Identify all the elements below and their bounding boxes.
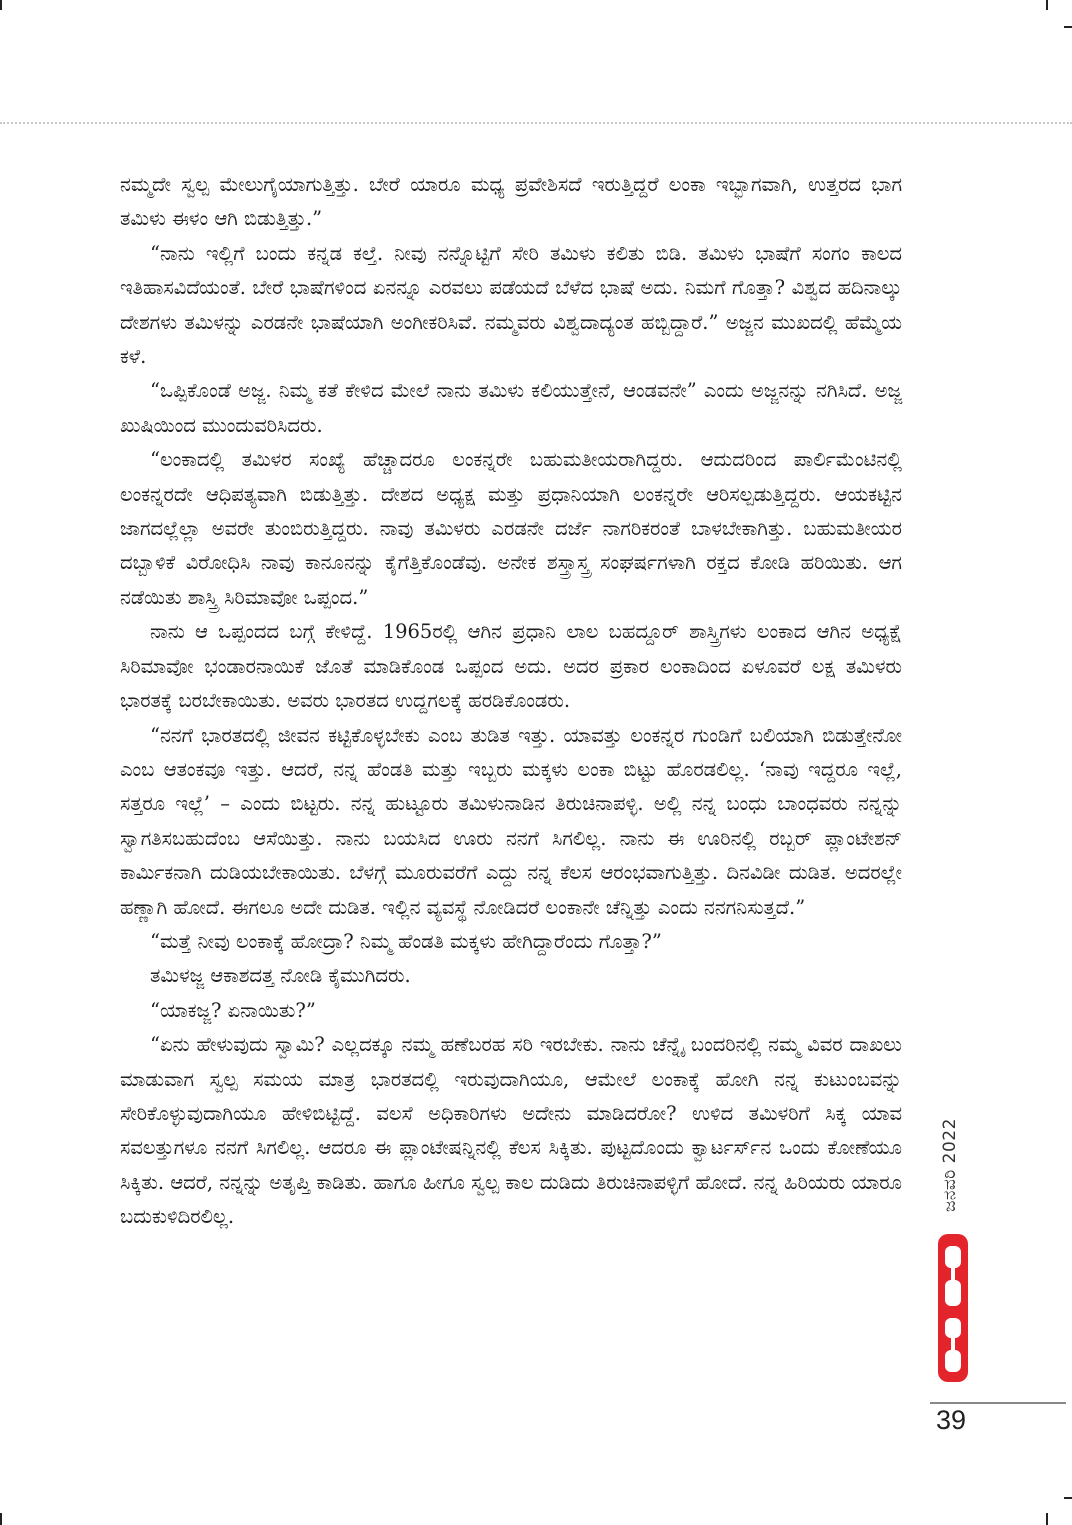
- magazine-logo: [934, 1228, 972, 1388]
- crop-mark-bottom-left: [0, 1513, 2, 1525]
- paragraph: ನಮ್ಮದೇ ಸ್ವಲ್ಪ ಮೇಲುಗೈಯಾಗುತ್ತಿತ್ತು. ಬೇರೆ ಯಾರೂ ಮಧ್ಯ ಪ್ರವೇಶಿಸದೆ ಇರುತ್ತಿದ್ದರೆ ಲಂಕಾ ಇಬ್ಭಾಗವಾಗಿ, ಉತ್ತರದ ಭಾಗ ತಮಿಳು ಈಳಂ ಆಗಿ ಬಿಡುತ್ತಿತ್ತು.”: [120, 173, 902, 231]
- page-number: 39: [936, 1405, 967, 1435]
- crop-mark-bottom-right: [1046, 1513, 1048, 1525]
- paragraph: “ಮತ್ತೆ ನೀವು ಲಂಕಾಕ್ಕೆ ಹೋದ್ರಾ? ನಿಮ್ಮ ಹೆಂಡತಿ ಮಕ್ಕಳು ಹೇಗಿದ್ದಾರೆಂದು ಗೊತ್ತಾ?”: [150, 929, 662, 953]
- paragraph: “ಲಂಕಾದಲ್ಲಿ ತಮಿಳರ ಸಂಖ್ಯೆ ಹೆಚ್ಚಾದರೂ ಲಂಕನ್ನರೇ ಬಹುಮತೀಯರಾಗಿದ್ದರು. ಆದುದರಿಂದ ಪಾರ್ಲಿಮೆಂಟಿನಲ್ಲಿ ಲಂಕನ್ನರದೇ ಆಧಿಪತ್ಯವಾಗಿ ಬಿಡುತ್ತಿತ್ತು. ದೇಶದ ಅಧ್ಯಕ್ಷ ಮತ್ತು ಪ್ರಧಾನಿಯಾಗಿ ಲಂಕನ್ನರೇ ಆರಿಸಲ್ಪಡುತ್ತಿದ್ದರು. ಆಯಕಟ್ಟಿನ ಜಾಗದಲ್ಲೆಲ್ಲಾ ಅವರೇ ತುಂಬಿರುತ್ತಿದ್ದರು. ನಾವು ತಮಿಳರು ಎರಡನೇ ದರ್ಜೆ ನಾಗರಿಕರಂತೆ ಬಾಳಬೇಕಾಗಿತ್ತು. ಬಹುಮತೀಯರ ದಬ್ಬಾಳಿಕೆ ವಿರೋಧಿಸಿ ನಾವು ಕಾನೂನನ್ನು ಕೈಗೆತ್ತಿಕೊಂಡೆವು. ಅನೇಕ ಶಸ್ತ್ರಾಸ್ತ್ರ ಸಂಘರ್ಷಗಳಾಗಿ ರಕ್ತದ ಕೋಡಿ ಹರಿಯಿತು. ಆಗ ನಡೆಯಿತು ಶಾಸ್ತ್ರಿ ಸಿರಿಮಾವೋ ಒಪ್ಪಂದ.”: [120, 448, 902, 609]
- paragraph: ನಾನು ಆ ಒಪ್ಪಂದದ ಬಗ್ಗೆ ಕೇಳಿದ್ದೆ. 1965ರಲ್ಲಿ ಆಗಿನ ಪ್ರಧಾನಿ ಲಾಲ ಬಹದ್ದೂರ್ ಶಾಸ್ತ್ರಿಗಳು ಲಂಕಾದ ಆಗಿನ ಅಧ್ಯಕ್ಷೆ ಸಿರಿಮಾವೋ ಭಂಡಾರನಾಯಿಕೆ ಜೊತೆ ಮಾಡಿಕೊಂಡ ಒಪ್ಪಂದ ಅದು. ಅದರ ಪ್ರಕಾರ ಲಂಕಾದಿಂದ ಏಳೂವರೆ ಲಕ್ಷ ತಮಿಳರು ಭಾರತಕ್ಕೆ ಬರಬೇಕಾಯಿತು. ಅವರು ಭಾರತದ ಉದ್ದಗಲಕ್ಕೆ ಹರಡಿಕೊಂಡರು.: [120, 620, 902, 713]
- crop-mark-right-lower: [1064, 1497, 1072, 1499]
- paragraph: ತಮಿಳಜ್ಜ ಆಕಾಶದತ್ತ ನೋಡಿ ಕೈಮುಗಿದರು.: [150, 964, 411, 988]
- paragraph: “ಒಪ್ಪಿಕೊಂಡೆ ಅಜ್ಜ. ನಿಮ್ಮ ಕತೆ ಕೇಳಿದ ಮೇಲೆ ನಾನು ತಮಿಳು ಕಲಿಯುತ್ತೇನೆ, ಆಂಡವನೇ” ಎಂದು ಅಜ್ಜನನ್ನು ನಗಿಸಿದೆ. ಅಜ್ಜ ಖುಷಿಯಿಂದ ಮುಂದುವರಿಸಿದರು.: [120, 379, 902, 437]
- paragraph: “ನಾನು ಇಲ್ಲಿಗೆ ಬಂದು ಕನ್ನಡ ಕಲ್ತೆ. ನೀವು ನನ್ನೊಟ್ಟಿಗೆ ಸೇರಿ ತಮಿಳು ಕಲಿತು ಬಿಡಿ. ತಮಿಳು ಭಾಷೆಗೆ ಸಂಗಂ ಕಾಲದ ಇತಿಹಾಸವಿದೆಯಂತೆ. ಬೇರೆ ಭಾಷೆಗಳಿಂದ ಏನನ್ನೂ ಎರವಲು ಪಡೆಯದೆ ಬೆಳೆದ ಭಾಷೆ ಅದು. ನಿಮಗೆ ಗೊತ್ತಾ? ವಿಶ್ವದ ಹದಿನಾಲ್ಕು ದೇಶಗಳು ತಮಿಳನ್ನು ಎರಡನೇ ಭಾಷೆಯಾಗಿ ಅಂಗೀಕರಿಸಿವೆ. ನಮ್ಮವರು ವಿಶ್ವದಾದ್ಯಂತ ಹಬ್ಬಿದ್ದಾರೆ.” ಅಜ್ಜನ ಮುಖದಲ್ಲಿ ಹೆಮ್ಮೆಯ ಕಳೆ.: [120, 241, 902, 369]
- paragraph: “ಯಾಕಜ್ಜ? ಏನಾಯಿತು?”: [150, 998, 316, 1022]
- header-dotted-rule: [0, 122, 1072, 124]
- paragraph: “ನನಗೆ ಭಾರತದಲ್ಲಿ ಜೀವನ ಕಟ್ಟಿಕೊಳ್ಳಬೇಕು ಎಂಬ ತುಡಿತ ಇತ್ತು. ಯಾವತ್ತು ಲಂಕನ್ನರ ಗುಂಡಿಗೆ ಬಲಿಯಾಗಿ ಬಿಡುತ್ತೇನೋ ಎಂಬ ಆತಂಕವೂ ಇತ್ತು. ಆದರೆ, ನನ್ನ ಹೆಂಡತಿ ಮತ್ತು ಇಬ್ಬರು ಮಕ್ಕಳು ಲಂಕಾ ಬಿಟ್ಟು ಹೊರಡಲಿಲ್ಲ. ‘ನಾವು ಇದ್ದರೂ ಇಲ್ಲೆ, ಸತ್ತರೂ ಇಲ್ಲೆ’ – ಎಂದು ಬಿಟ್ಟರು. ನನ್ನ ಹುಟ್ಟೂರು ತಮಿಳುನಾಡಿನ ತಿರುಚಿನಾಪಳ್ಳಿ. ಅಲ್ಲಿ ನನ್ನ ಬಂಧು ಬಾಂಧವರು ನನ್ನನ್ನು ಸ್ವಾಗತಿಸಬಹುದೆಂಬ ಆಸೆಯಿತ್ತು. ನಾನು ಬಯಸಿದ ಊರು ನನಗೆ ಸಿಗಲಿಲ್ಲ. ನಾನು ಈ ಊರಿನಲ್ಲಿ ರಬ್ಬರ್ ಪ್ಲಾಂಟೇಶನ್ ಕಾರ್ಮಿಕನಾಗಿ ದುಡಿಯಬೇಕಾಯಿತು. ಬೆಳಗ್ಗೆ ಮೂರುವರೆಗೆ ಎದ್ದು ನನ್ನ ಕೆಲಸ ಆರಂಭವಾಗುತ್ತಿತ್ತು. ದಿನವಿಡೀ ದುಡಿತ. ಅದರಲ್ಲೇ ಹಣ್ಣಾಗಿ ಹೋದೆ. ಈಗಲೂ ಅದೇ ದುಡಿತ. ಇಲ್ಲಿನ ವ್ಯವಸ್ಥೆ ನೋಡಿದರೆ ಲಂಕಾನೇ ಚೆನ್ನಿತ್ತು ಎಂದು ನನಗನಿಸುತ್ತದೆ.”: [120, 723, 902, 919]
- article-body: [120, 168, 902, 1235]
- footer-rule: [930, 1402, 1066, 1404]
- issue-date: ಜನವರಿ 2022: [940, 1118, 960, 1212]
- crop-mark-right-upper: [1064, 26, 1072, 28]
- crop-mark-top-right: [1046, 0, 1048, 10]
- crop-mark-top-left: [0, 0, 2, 10]
- paragraph: “ಏನು ಹೇಳುವುದು ಸ್ವಾಮಿ? ಎಲ್ಲದಕ್ಕೂ ನಮ್ಮ ಹಣೆಬರಹ ಸರಿ ಇರಬೇಕು. ನಾನು ಚೆನ್ನೈ ಬಂದರಿನಲ್ಲಿ ನಮ್ಮ ವಿವರ ದಾಖಲು ಮಾಡುವಾಗ ಸ್ವಲ್ಪ ಸಮಯ ಮಾತ್ರ ಭಾರತದಲ್ಲಿ ಇರುವುದಾಗಿಯೂ, ಆಮೇಲೆ ಲಂಕಾಕ್ಕೆ ಹೋಗಿ ನನ್ನ ಕುಟುಂಬವನ್ನು ಸೇರಿಕೊಳ್ಳುವುದಾಗಿಯೂ ಹೇಳಿಬಿಟ್ಟಿದ್ದೆ. ವಲಸೆ ಅಧಿಕಾರಿಗಳು ಅದೇನು ಮಾಡಿದರೋ? ಉಳಿದ ತಮಿಳರಿಗೆ ಸಿಕ್ಕ ಯಾವ ಸವಲತ್ತುಗಳೂ ನನಗೆ ಸಿಗಲಿಲ್ಲ. ಆದರೂ ಈ ಪ್ಲಾಂಟೇಷನ್ನಿನಲ್ಲಿ ಕೆಲಸ ಸಿಕ್ಕಿತು. ಪುಟ್ಟದೊಂದು ಕ್ವಾರ್ಟರ್ಸ್‌ನ ಒಂದು ಕೋಣೆಯೂ ಸಿಕ್ಕಿತು. ಆದರೆ, ನನ್ನನ್ನು ಅತೃಪ್ತಿ ಕಾಡಿತು. ಹಾಗೂ ಹೀಗೂ ಸ್ವಲ್ಪ ಕಾಲ ದುಡಿದು ತಿರುಚಿನಾಪಳ್ಳಿಗೆ ಹೋದೆ. ನನ್ನ ಹಿರಿಯರು ಯಾರೂ ಬದುಕುಳಿದಿರಲಿಲ್ಲ.: [120, 1033, 902, 1229]
